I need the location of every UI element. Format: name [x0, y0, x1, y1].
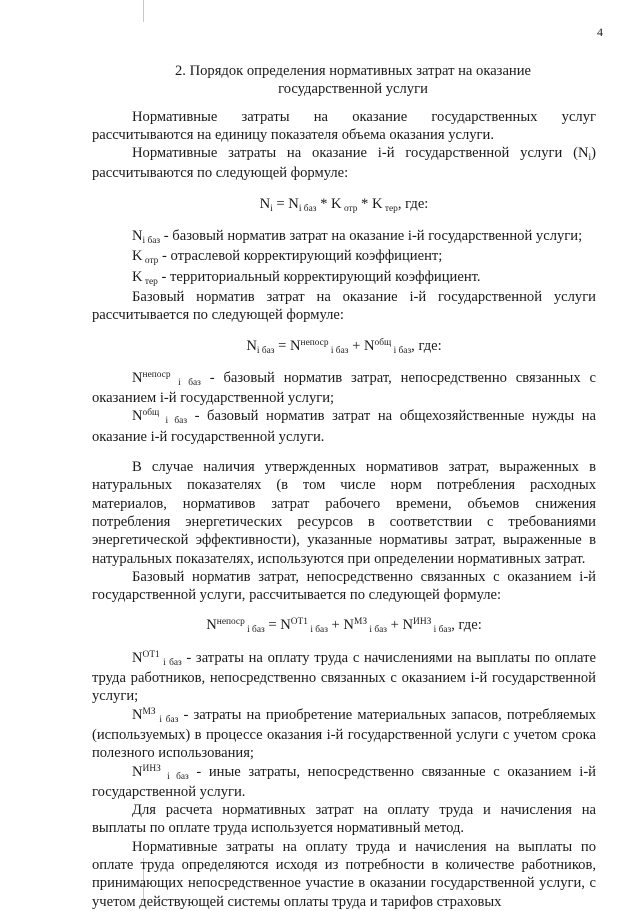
definition: $N^{ИНЗ}$ $_{i баз}$ - иные затраты, непосредственно связанные с оказанием i-й государственной услуги.: [92, 763, 596, 800]
definition: $N^{ОТ1}$ $_{i баз}$ - затраты на оплату труда с начислениями на выплаты по оплате труда работников, непосредственно связанных с оказанием i-й государственной услуги;: [92, 649, 596, 705]
definition: $N^{непоср}$ $_{i баз}$ - базовый норматив затрат, непосредственно связанных с оказанием i-й государственной услуги;: [92, 369, 596, 407]
document-body: [92, 62, 596, 911]
definition: $N^{общ}$ $_{i баз}$ - базовый норматив затрат на общехозяйственные нужды на оказание i-й государственной услуги.: [92, 408, 596, 445]
section-title: [92, 62, 596, 99]
section-title-line: государственной услуги: [278, 81, 428, 98]
formula: $N_{i баз} = N^{непоср}$ $_{i баз} + N^{общ}$ $_{i баз}$, где:: [246, 337, 442, 356]
paragraph: Базовый норматив затрат, непосредственно связанных с оказанием i-й государственной услуги, рассчитывается по следующей формуле:: [92, 568, 596, 604]
paragraph: Для расчета нормативных затрат на оплату труда и начисления на выплаты по оплате труда используется нормативный метод.: [92, 802, 596, 837]
formula: $N_i = N_{i баз} * K$ $_{отр}$ * K $_{тер}$, где:: [259, 195, 429, 214]
definition: $N_{i баз}$ - базовый норматив затрат на оказание i-й государственной услуги;: [132, 228, 583, 247]
page-number: 4: [597, 25, 603, 39]
paragraph: В случае наличия утвержденных нормативов затрат, выраженных в натуральных показателях (в том числе норм потребления расходных материалов, нормативов затрат рабочего времени, объемов снижения потребления энергетических ресурсов в соответствии с требованиями энергетической эффективности), указанные нормативы затрат, выраженные в натуральных показателях, используются при определении нормативных затрат.: [92, 459, 596, 567]
paragraph: Нормативные затраты на оплату труда и начисления на выплаты по оплате труда определяются исходя из потребности в количестве работников, принимающих непосредственное участие в оказании государственной услуги, с учетом действующей системы оплаты труда и тарифов страховых: [92, 838, 596, 910]
paragraph: Нормативные затраты на оказание i-й государственной услуги $(N_i)$ рассчитываются по следующей формуле:: [92, 145, 596, 182]
paragraph: Нормативные затраты на оказание государственных услуг рассчитываются на единицу показателя объема оказания услуги.: [92, 108, 596, 143]
formula: $N^{непоср}$ $_{i баз} = N^{ОТ1}$ $_{i баз} + N^{МЗ}$ $_{i баз} + N^{ИНЗ}$ $_{i баз}$, где:: [206, 617, 482, 636]
definition: K $_{отр}$ - отраслевой корректирующий коэффициент;: [132, 248, 443, 267]
binding-mark-top: [143, 0, 144, 22]
definition: $N^{МЗ}$ $_{i баз}$ - затраты на приобретение материальных запасов, потребляемых (используемых) в процессе оказания i-й государственной услуги с учетом срока полезного использования;: [92, 706, 596, 762]
definition: K $_{тер}$ - территориальный корректирующий коэффициент.: [132, 268, 481, 287]
section-title-line: 2. Порядок определения нормативных затрат на оказание: [174, 63, 532, 79]
paragraph: Базовый норматив затрат на оказание i-й государственной услуги рассчитывается по следующей формуле:: [92, 288, 596, 324]
